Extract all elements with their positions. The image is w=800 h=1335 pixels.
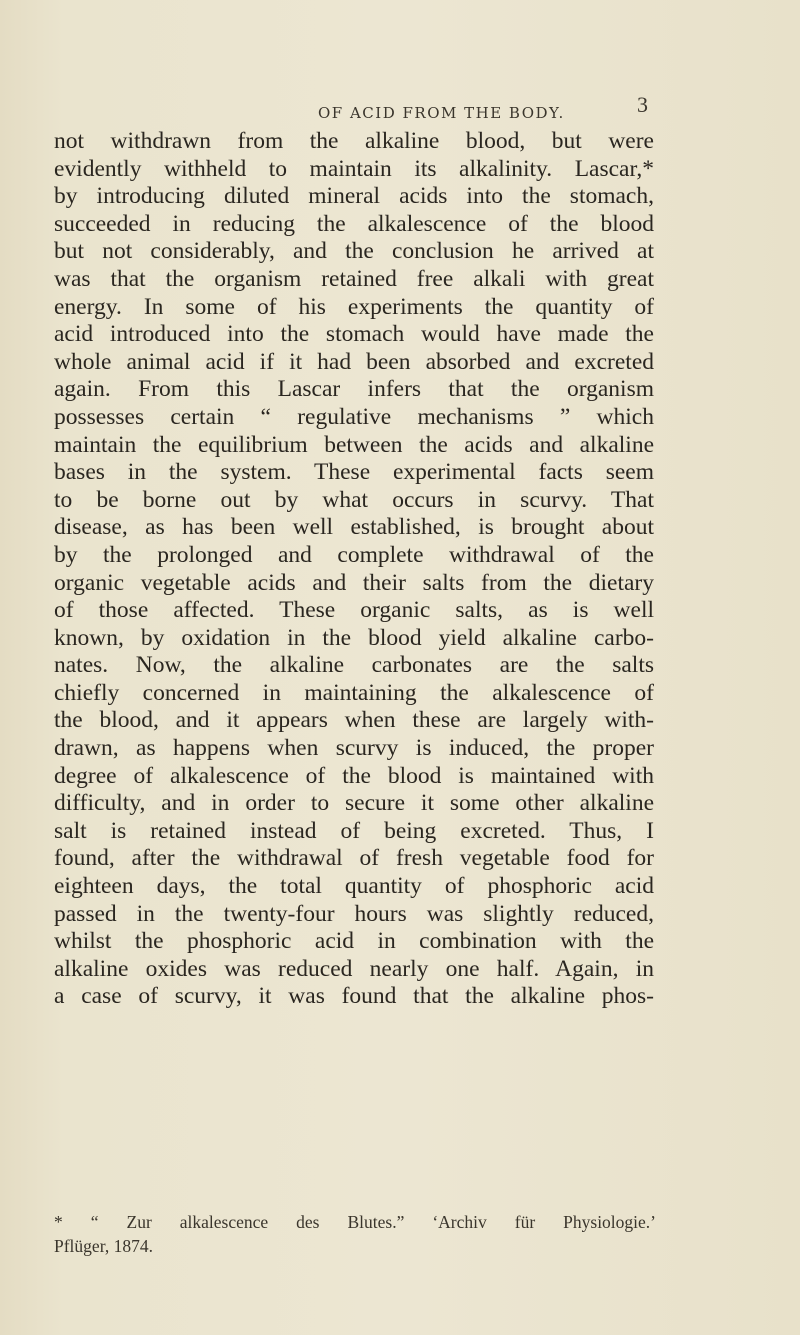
text-line: acid introduced into the stomach would have made the	[54, 321, 654, 348]
text-line: organic vegetable acids and their salts from the dietary	[54, 569, 654, 596]
text-line: evidently withheld to maintain its alkalinity. Lascar,*	[54, 155, 654, 182]
text-line: maintain the equilibrium between the acids and alkaline	[54, 431, 654, 458]
footnote	[54, 1210, 656, 1258]
text-line: passed in the twenty-four hours was slightly reduced,	[54, 900, 654, 927]
text-line: drawn, as happens when scurvy is induced, the proper	[54, 735, 654, 762]
text-line: nates. Now, the alkaline carbonates are the salts	[54, 652, 654, 679]
text-line: bases in the system. These experimental facts seem	[54, 459, 654, 486]
text-line: eighteen days, the total quantity of phosphoric acid	[54, 873, 654, 900]
footnote-line: Pflüger, 1874.	[54, 1236, 153, 1256]
text-line: energy. In some of his experiments the quantity of	[54, 293, 654, 320]
text-line: not withdrawn from the alkaline blood, but were	[54, 128, 654, 154]
text-line: the blood, and it appears when these are largely with-	[54, 707, 654, 734]
text-line: difficulty, and in order to secure it some other alkaline	[54, 790, 654, 817]
text-line: whilst the phosphoric acid in combination with the	[54, 928, 654, 955]
body-text	[54, 128, 654, 1011]
text-line: but not considerably, and the conclusion he arrived at	[54, 238, 654, 265]
text-line: found, after the withdrawal of fresh vegetable food for	[54, 845, 654, 872]
footnote-line: * “ Zur alkalescence des Blutes.” ‘Archiv für Physiologie.’	[54, 1212, 656, 1232]
text-line: by the prolonged and complete withdrawal of the	[54, 541, 654, 568]
text-line: whole animal acid if it had been absorbed and excreted	[54, 348, 654, 375]
text-line: known, by oxidation in the blood yield alkaline carbo-	[54, 624, 654, 651]
page-number: 3	[637, 92, 648, 117]
running-title: OF ACID FROM THE BODY.	[318, 104, 565, 122]
text-line: of those affected. These organic salts, as is well	[54, 597, 654, 624]
text-line: degree of alkalescence of the blood is maintained with	[54, 762, 654, 789]
text-line: chiefly concerned in maintaining the alkalescence of	[54, 679, 654, 706]
text-line: disease, as has been well established, is brought about	[54, 514, 654, 541]
text-line: to be borne out by what occurs in scurvy. That	[54, 486, 654, 513]
text-line: by introducing diluted mineral acids into the stomach,	[54, 183, 654, 210]
text-line: salt is retained instead of being excreted. Thus, I	[54, 817, 654, 844]
text-line: possesses certain “ regulative mechanisms ” which	[54, 403, 654, 430]
text-line: again. From this Lascar infers that the organism	[54, 376, 654, 403]
text-line: succeeded in reducing the alkalescence of the blood	[54, 210, 654, 237]
text-line: was that the organism retained free alkali with great	[54, 265, 654, 292]
text-line: a case of scurvy, it was found that the alkaline phos-	[54, 983, 654, 1010]
text-line: alkaline oxides was reduced nearly one half. Again, in	[54, 955, 654, 982]
